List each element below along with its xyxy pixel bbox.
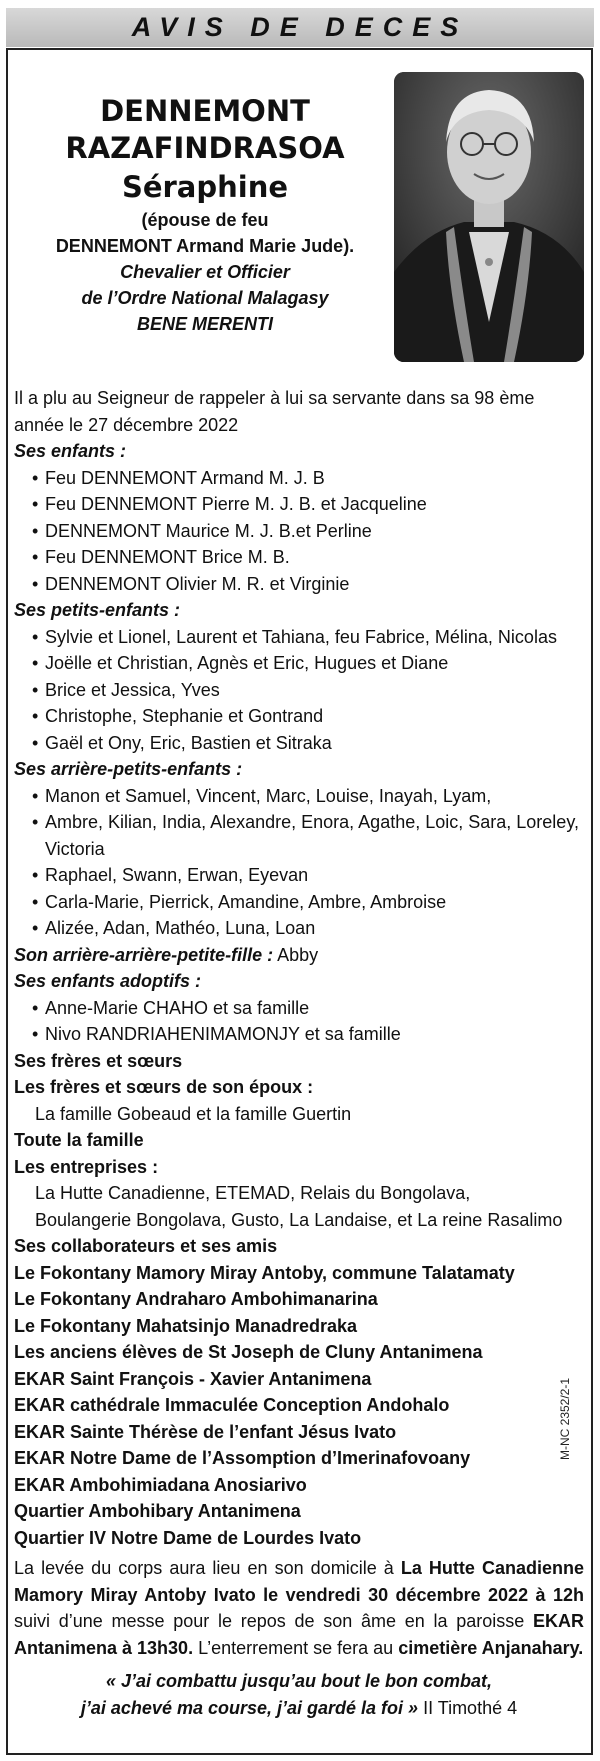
group-line: Quartier Ambohibary Antanimena [14, 1501, 301, 1521]
list-item: • Sylvie et Lionel, Laurent et Tahiana, feu Fabrice, Mélina, Nicolas [14, 624, 584, 651]
quote-line-1: « J’ai combattu jusqu’au bout le bon combat, [105, 1671, 493, 1691]
spouse-line-2: DENNEMONT Armand Marie Jude). [55, 236, 355, 256]
group-line: Le Fokontany Andraharo Ambohimanarina [14, 1289, 378, 1309]
funeral-bold-3: cimetière Anjanahary. [398, 1637, 584, 1658]
list-item: • Nivo RANDRIAHENIMAMONJY et sa famille [14, 1021, 584, 1048]
notice-title: AVIS DE DECES [131, 12, 469, 42]
bible-quote [14, 1668, 584, 1722]
honor-line-1: Chevalier et Officier [120, 262, 290, 282]
spouse-siblings-heading: Les frères et sœurs de son époux : [14, 1077, 314, 1097]
children-list [14, 465, 584, 598]
list-item: • Alizée, Adan, Mathéo, Luna, Loan [14, 915, 584, 942]
funeral-text-3: L’enterrement se fera au [193, 1637, 399, 1658]
list-item: • Feu DENNEMONT Armand M. J. B [14, 465, 584, 492]
spouse-siblings-text: La famille Gobeaud et la famille Guertin [35, 1103, 352, 1124]
grandchildren-list [14, 624, 584, 757]
portrait-photo [394, 72, 584, 362]
group-line: EKAR Ambohimiadana Anosiarivo [14, 1474, 307, 1495]
list-item: • Manon et Samuel, Vincent, Marc, Louise, Inayah, Lyam, [14, 783, 584, 810]
funeral-details [14, 1555, 584, 1661]
list-item: • Brice et Jessica, Yves [14, 677, 584, 704]
list-item: • Raphael, Swann, Erwan, Eyevan [14, 862, 584, 889]
adopted-heading: Ses enfants adoptifs : [14, 971, 202, 991]
deceased-heading [20, 93, 390, 337]
spouse-line-1: (épouse de feu [141, 210, 269, 230]
list-item: • Anne-Marie CHAHO et sa famille [14, 995, 584, 1022]
list-item: • Carla-Marie, Pierrick, Amandine, Ambre, Ambroise [14, 889, 584, 916]
list-item: • Joëlle et Christian, Agnès et Eric, Hugues et Diane [14, 650, 584, 677]
adopted-list [14, 995, 584, 1048]
surname-2: RAZAFINDRASOA [65, 131, 345, 165]
companies-line-2: Boulangerie Bongolava, Gusto, La Landaise, et La reine Rasalimo [35, 1209, 563, 1230]
great-grandchildren-heading: Ses arrière-petits-enfants : [14, 759, 243, 779]
honor-line-3: BENE MERENTI [136, 314, 273, 334]
given-name: Séraphine [121, 170, 289, 204]
list-item: • Gaël et Ony, Eric, Bastien et Sitraka [14, 730, 584, 757]
group-line: EKAR Sainte Thérèse de l’enfant Jésus Ivato [14, 1421, 397, 1442]
notice-header [6, 8, 594, 47]
siblings-line: Ses frères et sœurs [14, 1050, 183, 1071]
children-heading: Ses enfants : [14, 441, 127, 461]
great-great-name: Abby [277, 944, 319, 965]
group-line: EKAR cathédrale Immaculée Conception Andohalo [14, 1395, 450, 1415]
list-item: • Feu DENNEMONT Pierre M. J. B. et Jacqueline [14, 491, 584, 518]
notice-body [14, 385, 584, 1551]
companies-heading: Les entreprises : [14, 1156, 159, 1177]
honor-line-2: de l’Ordre National Malagasy [81, 288, 329, 308]
group-line: EKAR Saint François - Xavier Antanimena [14, 1368, 372, 1389]
group-line: Le Fokontany Mamory Miray Antoby, commune Talatamaty [14, 1262, 515, 1283]
whole-family-line: Toute la famille [14, 1130, 144, 1150]
funeral-text-1: La levée du corps aura lieu en son domicile à [14, 1558, 401, 1578]
list-item: • DENNEMONT Olivier M. R. et Virginie [14, 571, 584, 598]
grandchildren-heading: Ses petits-enfants : [14, 600, 181, 620]
reference-code: M-NC 2352/2-1 [558, 1377, 572, 1460]
portrait-image [394, 72, 584, 362]
list-item: • Feu DENNEMONT Brice M. B. [14, 544, 584, 571]
group-line: Ses collaborateurs et ses amis [14, 1236, 278, 1256]
announcement-text: Il a plu au Seigneur de rappeler à lui sa servante dans sa 98 ème année le 27 décembre 2022 [14, 388, 535, 435]
quote-source: II Timothé 4 [418, 1698, 518, 1718]
list-item: • Ambre, Kilian, India, Alexandre, Enora, Agathe, Loic, Sara, Loreley, Victoria [14, 809, 584, 862]
group-line: Les anciens élèves de St Joseph de Cluny Antanimena [14, 1342, 483, 1362]
great-grandchildren-list [14, 783, 584, 942]
group-line: Quartier IV Notre Dame de Lourdes Ivato [14, 1527, 362, 1548]
companies-line-1: La Hutte Canadienne, ETEMAD, Relais du Bongolava, [35, 1183, 471, 1203]
group-line: Le Fokontany Mahatsinjo Manadredraka [14, 1315, 358, 1336]
list-item: • Christophe, Stephanie et Gontrand [14, 703, 584, 730]
surname-1: DENNEMONT [100, 94, 310, 128]
group-line: EKAR Notre Dame de l’Assomption d’Imerinafovoany [14, 1448, 471, 1468]
great-great-heading: Son arrière-arrière-petite-fille : [14, 944, 274, 965]
funeral-bold-1: La Hutte Canadienne Mamory Miray Antoby Ivato le vendredi 30 décembre 2022 à 12h [14, 1558, 584, 1605]
quote-line-2: j’ai achevé ma course, j’ai gardé la foi » [80, 1698, 419, 1718]
funeral-bold-2: EKAR Antanimena à 13h30. [14, 1611, 584, 1658]
funeral-text-2: suivi d’une messe pour le repos de son âme en la paroisse [14, 1611, 533, 1631]
great-great-grandchild-line [14, 942, 584, 969]
list-item: • DENNEMONT Maurice M. J. B.et Perline [14, 518, 584, 545]
